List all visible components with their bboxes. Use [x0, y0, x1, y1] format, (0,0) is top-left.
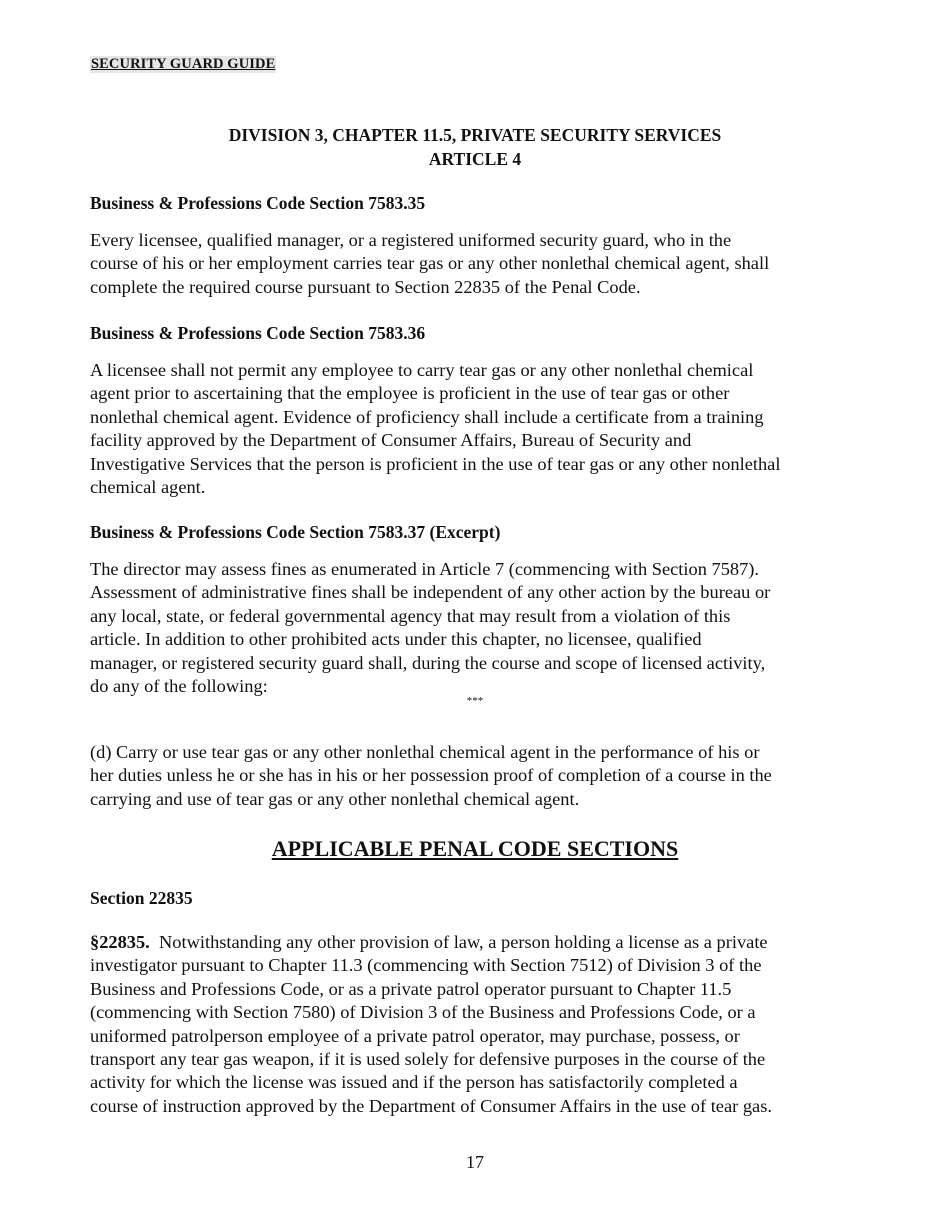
section-symbol-lead: §22835.: [90, 932, 150, 952]
text-line: article. In addition to other prohibited acts under this chapter, no licensee, qualified: [90, 629, 702, 650]
text-line: activity for which the license was issued and if the person has satisfactorily completed a: [90, 1072, 738, 1093]
document-title: [90, 123, 860, 171]
penal-code-heading: APPLICABLE PENAL CODE SECTIONS: [271, 836, 679, 861]
running-header: SECURITY GUARD GUIDE: [91, 56, 276, 72]
text-line: investigator pursuant to Chapter 11.3 (commencing with Section 7512) of Division 3 of the: [90, 955, 762, 976]
page-number: 17: [466, 1152, 484, 1172]
text-line: The director may assess fines as enumerated in Article 7 (commencing with Section 7587).: [90, 559, 760, 579]
text-line: Assessment of administrative fines shall be independent of any other action by the bureau or: [90, 582, 771, 603]
title-line-2: ARTICLE 4: [428, 149, 522, 169]
text-line: Investigative Services that the person is proficient in the use of tear gas or any other nonlethal: [90, 453, 781, 474]
section-body-7583-37: [90, 558, 862, 698]
section-body-7583-35: [90, 229, 862, 299]
text-line: her duties unless he or she has in his or her possession proof of completion of a course in the: [90, 765, 772, 786]
title-line-1: DIVISION 3, CHAPTER 11.5, PRIVATE SECURITY SERVICES: [228, 125, 722, 145]
text-line: uniformed patrolperson employee of a private patrol operator, may purchase, possess, or: [90, 1025, 740, 1046]
text-line: course of his or her employment carries tear gas or any other nonlethal chemical agent, shall: [90, 253, 770, 274]
text-line: chemical agent.: [90, 477, 206, 498]
text-line: (d) Carry or use tear gas or any other nonlethal chemical agent in the performance of his or: [90, 742, 760, 762]
text-fragment: Notwithstanding any other provision of law, a person holding a license as a private: [149, 932, 768, 952]
section-heading-7583-37: Business & Professions Code Section 7583.37 (Excerpt): [90, 522, 501, 542]
section-body-22835: [90, 931, 862, 1118]
text-line: manager, or registered security guard shall, during the course and scope of licensed activity,: [90, 652, 766, 673]
text-line: nonlethal chemical agent. Evidence of proficiency shall include a certificate from a training: [90, 406, 764, 427]
text-line: do any of the following:: [90, 676, 268, 697]
section-heading-7583-35: Business & Professions Code Section 7583.35: [90, 193, 426, 213]
text-line: complete the required course pursuant to Section 22835 of the Penal Code.: [90, 276, 641, 297]
text-line: facility approved by the Department of Consumer Affairs, Bureau of Security and: [90, 430, 692, 451]
text-line: Every licensee, qualified manager, or a registered uniformed security guard, who in the: [90, 230, 732, 250]
text-line: A licensee shall not permit any employee to carry tear gas or any other nonlethal chemical: [90, 360, 754, 380]
text-line: (commencing with Section 7580) of Division 3 of the Business and Professions Code, or a: [90, 1002, 756, 1023]
text-line: Business and Professions Code, or as a private patrol operator pursuant to Chapter 11.5: [90, 978, 732, 999]
text-line: course of instruction approved by the Department of Consumer Affairs in the use of tear gas.: [90, 1095, 772, 1116]
section-body-7583-36: [90, 359, 862, 499]
section-heading-7583-36: Business & Professions Code Section 7583.36: [90, 323, 426, 343]
section-heading-22835: Section 22835: [90, 888, 193, 908]
text-line: carrying and use of tear gas or any other nonlethal chemical agent.: [90, 788, 580, 809]
text-line: agent prior to ascertaining that the employee is proficient in the use of tear gas or other: [90, 383, 730, 404]
omission-separator: ***: [466, 695, 484, 707]
text-line: any local, state, or federal governmental agency that may result from a violation of this: [90, 605, 731, 626]
section-item-d: [90, 741, 862, 811]
text-line: [90, 931, 862, 954]
text-line: transport any tear gas weapon, if it is used solely for defensive purposes in the course of the: [90, 1049, 766, 1070]
